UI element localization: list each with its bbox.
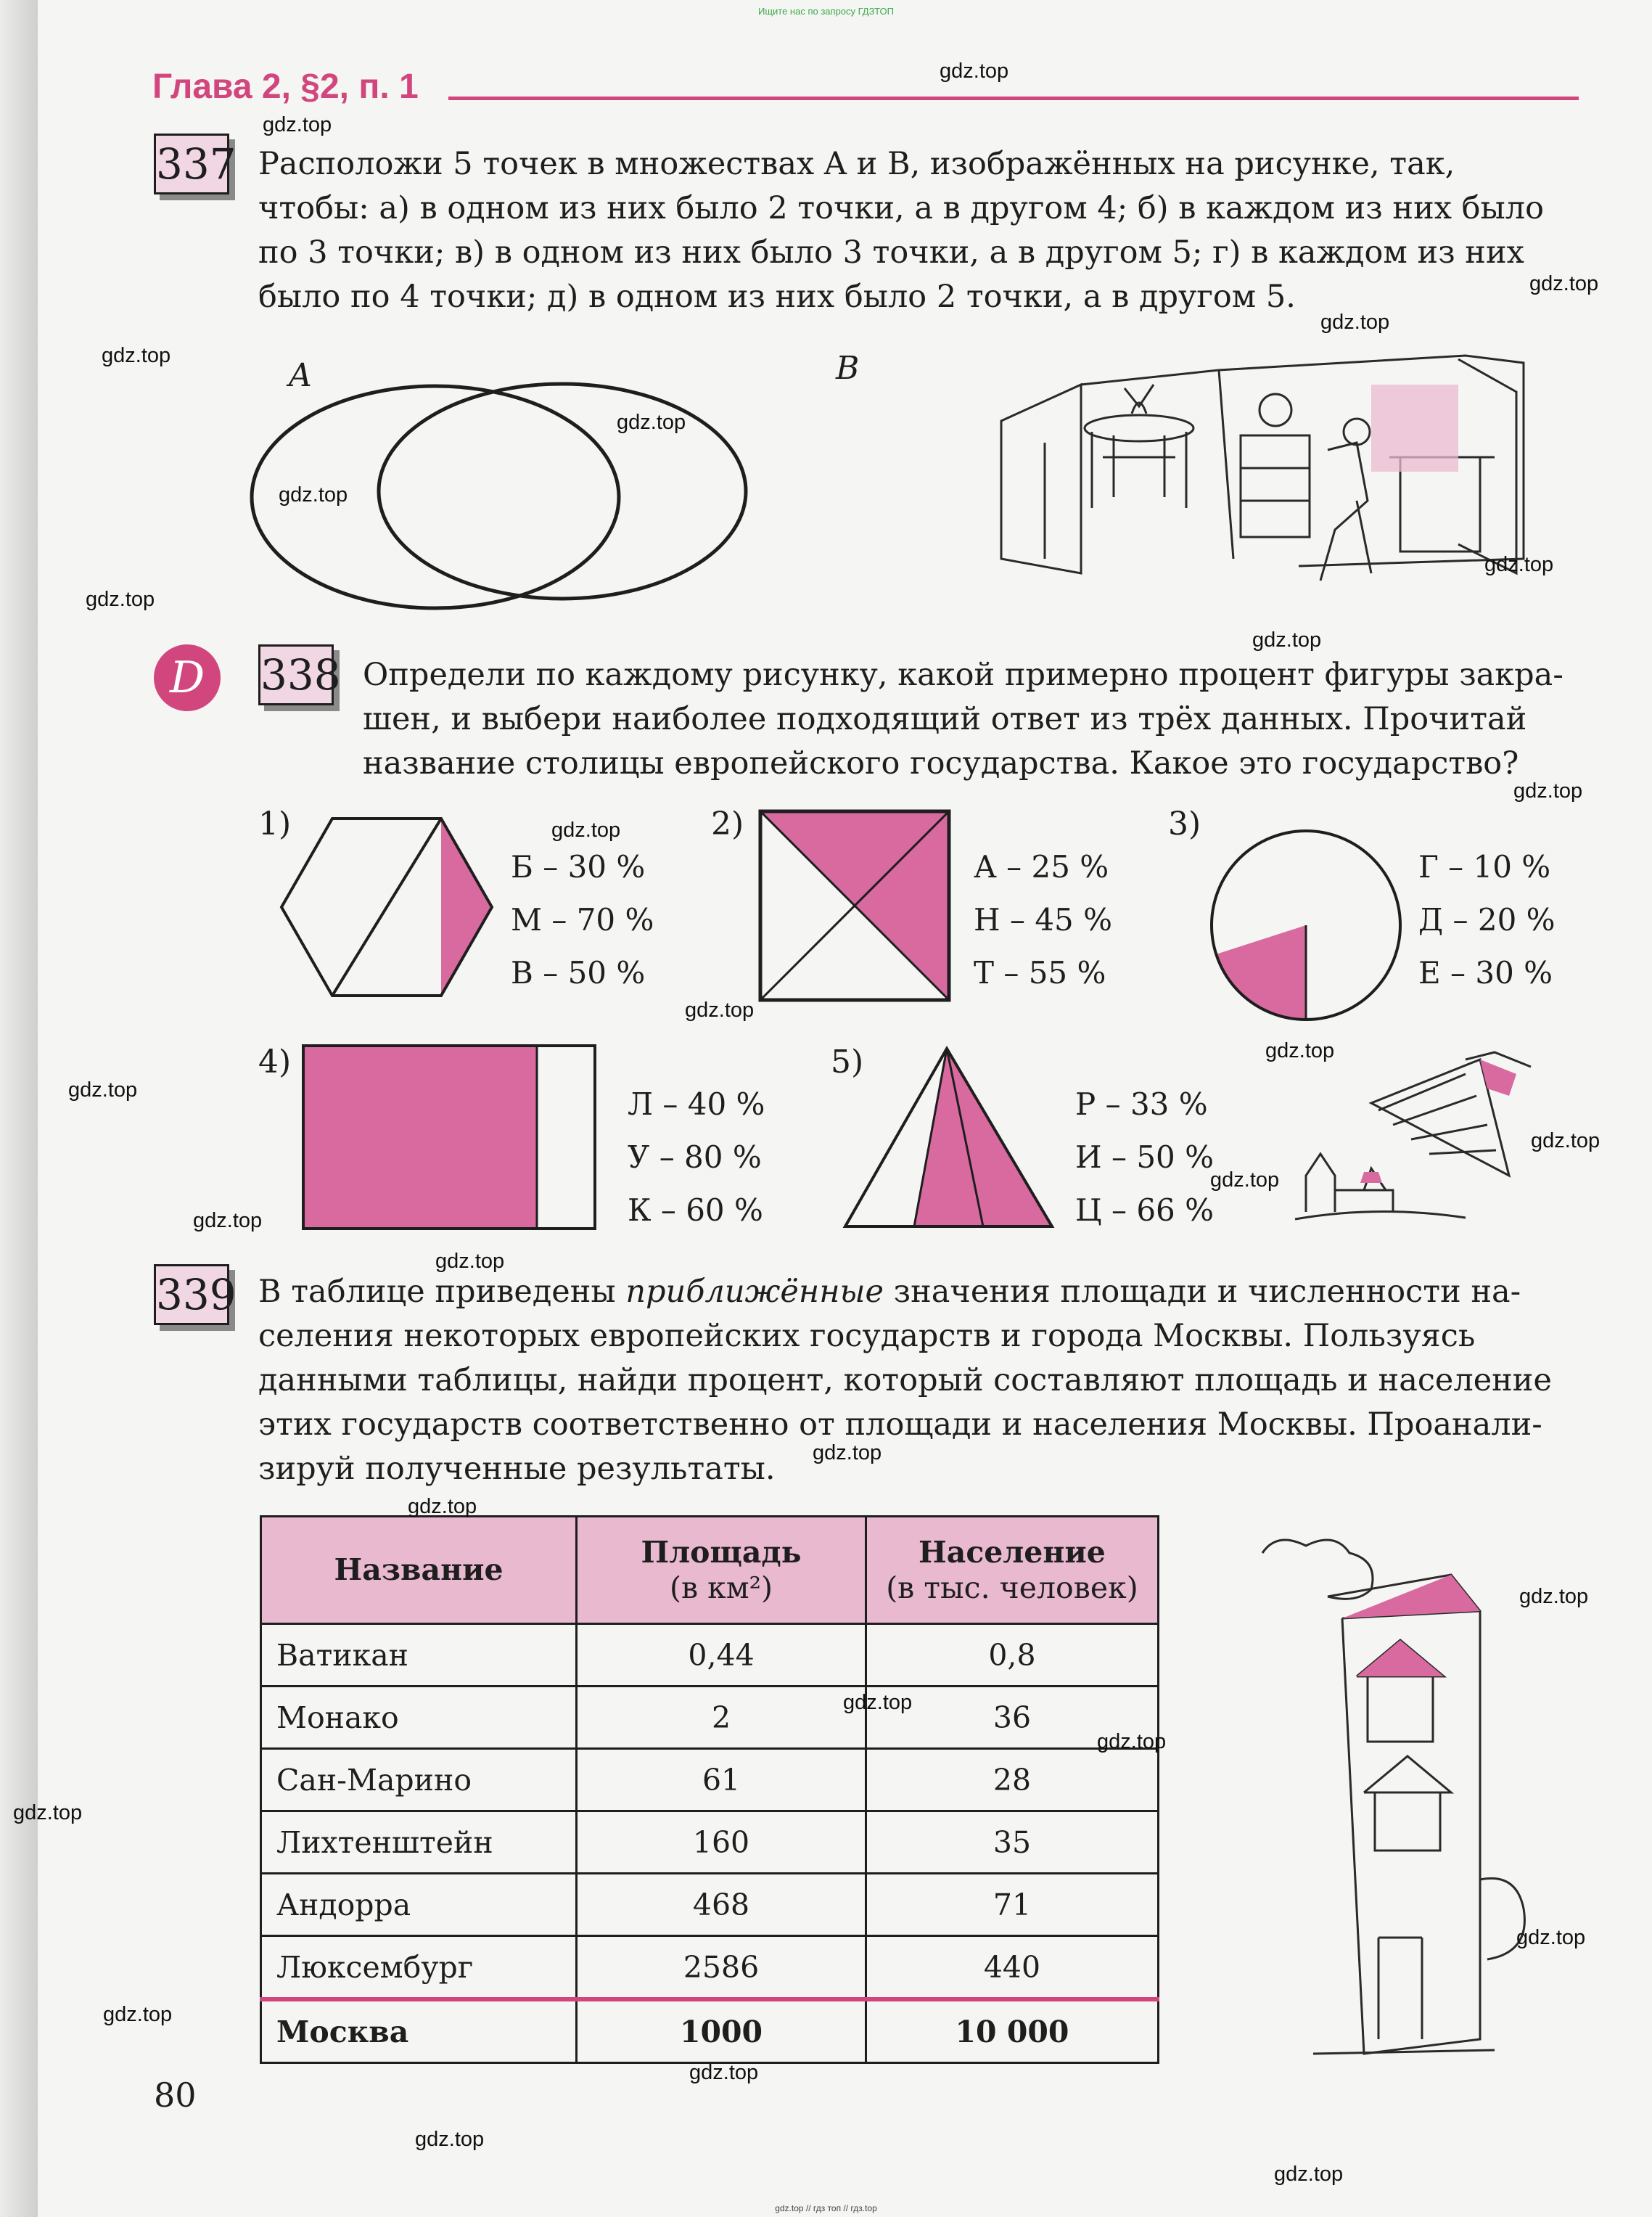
cell-name: Андорра (261, 1874, 577, 1936)
cell-population: 0,8 (866, 1624, 1158, 1687)
table-row (261, 1936, 1159, 2000)
table-row (261, 1811, 1159, 1874)
text-line: название столицы европейского государства. Какое это государство? (363, 745, 1519, 782)
figure-2-square (758, 809, 951, 1002)
problem-338-text (363, 653, 1576, 786)
answer-option: К – 60 % (628, 1192, 763, 1228)
bottom-note: gdz.top // гдз топ // гдз.top (775, 2203, 877, 2213)
pink-wall (1371, 385, 1458, 472)
problem-339-text (258, 1270, 1575, 1491)
cell-population: 36 (866, 1687, 1158, 1749)
answer-option: М – 70 % (511, 902, 654, 938)
page-number: 80 (154, 2075, 197, 2115)
answer-option: Л – 40 % (628, 1086, 765, 1122)
text-line: данными таблицы, найди процент, который составляют площадь и население (258, 1362, 1552, 1398)
figure-2-label: 2) (711, 806, 744, 843)
figure-1-hexagon (274, 811, 499, 1007)
emphasis-text: приближённые (625, 1274, 884, 1310)
cell-area: 1000 (577, 1999, 866, 2063)
watermark-text: gdz.top (1484, 553, 1554, 576)
text-span: значения площади и численности на- (884, 1274, 1521, 1310)
watermark-text: gdz.top (1265, 1039, 1335, 1062)
watermark-text: gdz.top (408, 1495, 477, 1518)
cell-population: 35 (866, 1811, 1158, 1874)
figure-5-options (1075, 1078, 1214, 1237)
text-line (258, 1270, 1575, 1314)
answer-option: Д – 20 % (1418, 902, 1556, 938)
table-row (261, 1624, 1159, 1687)
cell-area: 468 (577, 1874, 866, 1936)
cell-area: 0,44 (577, 1624, 866, 1687)
watermark-text: gdz.top (1320, 311, 1390, 334)
column-header-area (577, 1517, 866, 1624)
cell-area: 2 (577, 1687, 866, 1749)
watermark-text: gdz.top (435, 1250, 505, 1273)
watermark-text: gdz.top (689, 2061, 759, 2084)
text-line: было по 4 точки; д) в одном из них было 2 точки, а в другом 5. (258, 279, 1296, 315)
room-illustration (994, 341, 1538, 602)
watermark-text: gdz.top (1097, 1730, 1167, 1753)
table-header-row (261, 1517, 1159, 1624)
figure-1-options (511, 840, 654, 999)
watermark-text: gdz.top (813, 1441, 882, 1464)
answer-option: Е – 30 % (1418, 955, 1553, 991)
watermark-text: gdz.top (685, 999, 755, 1022)
cell-population: 440 (866, 1936, 1158, 2000)
text-line: Определи по каждому рисунку, какой примерно процент фигуры закра- (363, 657, 1563, 693)
header-unit: (в км²) (669, 1570, 773, 1605)
watermark-text: gdz.top (1513, 779, 1583, 803)
answer-option: А – 25 % (974, 849, 1109, 885)
cell-population: 71 (866, 1874, 1158, 1936)
watermark-text: gdz.top (279, 483, 348, 507)
data-table (260, 1515, 1159, 2064)
set-a-label: A (289, 357, 312, 394)
figure-3-label: 3) (1168, 806, 1201, 843)
cell-area: 160 (577, 1811, 866, 1874)
witch-castle-illustration (1291, 1045, 1553, 1234)
figure-5-triangle (842, 1045, 1059, 1230)
watermark-text: gdz.top (1210, 1168, 1280, 1192)
hexagon-shaded-part (441, 819, 492, 996)
watermark-text: gdz.top (263, 113, 332, 136)
problem-337-text (258, 142, 1575, 319)
cell-area: 61 (577, 1749, 866, 1811)
watermark-text: gdz.top (1519, 1585, 1589, 1608)
triangle-shaded-part (914, 1049, 1052, 1226)
watermark-text: gdz.top (1529, 272, 1599, 295)
answer-option: Г – 10 % (1418, 849, 1551, 885)
text-line: шен, и выбери наиболее подходящий ответ из трёх данных. Прочитай (363, 701, 1527, 737)
d-icon: D (154, 644, 221, 711)
figure-4-options (628, 1078, 765, 1237)
watermark-text: gdz.top (1516, 1926, 1586, 1949)
tower-illustration (1233, 1531, 1538, 2068)
watermark-text: gdz.top (86, 588, 155, 611)
column-header-name: Название (261, 1517, 577, 1624)
watermark-text: gdz.top (103, 2003, 173, 2026)
chapter-rule (448, 97, 1579, 100)
header-unit: (в тыс. человек) (886, 1570, 1138, 1605)
watermark-text: gdz.top (1252, 628, 1322, 652)
cell-population: 28 (866, 1749, 1158, 1811)
cell-name: Люксембург (261, 1936, 577, 2000)
text-span: В таблице приведены (258, 1274, 626, 1310)
text-line: селения некоторых европейских государств и города Москвы. Пользуясь (258, 1318, 1476, 1354)
table-row (261, 1874, 1159, 1936)
problem-number-338: 338 (258, 644, 334, 705)
cell-name: Лихтенштейн (261, 1811, 577, 1874)
watermark-text: gdz.top (551, 819, 621, 842)
watermark-text: gdz.top (68, 1078, 138, 1102)
page-binding-shadow (0, 0, 38, 2217)
text-line: этих государств соответственно от площади и населения Москвы. Проанали- (258, 1406, 1542, 1443)
birdhouse-roof (1357, 1640, 1444, 1676)
header-text: Площадь (641, 1534, 802, 1570)
header-text: Население (919, 1534, 1106, 1570)
answer-option: Б – 30 % (511, 849, 646, 885)
answer-option: Р – 33 % (1075, 1086, 1208, 1122)
watermark-text: gdz.top (13, 1801, 83, 1824)
cell-name: Сан-Марино (261, 1749, 577, 1811)
answer-option: Т – 55 % (974, 955, 1106, 991)
figure-5-label: 5) (831, 1044, 864, 1081)
problem-number-339: 339 (154, 1264, 229, 1325)
figure-4-label: 4) (258, 1044, 292, 1081)
figure-3-options (1418, 840, 1556, 999)
set-b-label: B (836, 350, 860, 387)
answer-option: Ц – 66 % (1075, 1192, 1215, 1228)
figure-2-options (974, 840, 1112, 999)
cell-name: Монако (261, 1687, 577, 1749)
figure-3-circle (1204, 824, 1408, 1027)
watermark-text: gdz.top (1274, 2163, 1344, 2186)
table-row-moscow (261, 1999, 1159, 2063)
text-line: Расположи 5 точек в множествах A и B, изображённых на рисунке, так, (258, 146, 1455, 182)
watermark-text: gdz.top (102, 344, 171, 367)
text-line: чтобы: а) в одном из них было 2 точки, а в другом 4; б) в каждом из них было (258, 190, 1544, 226)
watermark-text: gdz.top (1531, 1129, 1600, 1152)
chapter-title: Глава 2, §2, п. 1 (152, 67, 419, 106)
cell-name: Москва (261, 1999, 577, 2063)
watermark-text: gdz.top (415, 2128, 485, 2151)
answer-option: И – 50 % (1075, 1139, 1215, 1175)
column-header-population (866, 1517, 1158, 1624)
cell-area: 2586 (577, 1936, 866, 2000)
answer-option: Н – 45 % (974, 902, 1113, 938)
watermark-text: gdz.top (193, 1209, 263, 1232)
problem-number-337: 337 (154, 134, 229, 194)
cell-name: Ватикан (261, 1624, 577, 1687)
witch-cloak (1480, 1060, 1516, 1096)
text-line: зируй полученные результаты. (258, 1451, 776, 1487)
figure-4-rectangle (301, 1044, 599, 1232)
cell-population: 10 000 (866, 1999, 1158, 2063)
text-line: по 3 точки; в) в одном из них было 3 точки, а в другом 5; г) в каждом из них (258, 234, 1524, 271)
watermark-text: gdz.top (940, 60, 1009, 83)
figure-1-label: 1) (258, 806, 292, 843)
castle-roof (1360, 1172, 1382, 1183)
watermark-text: gdz.top (843, 1691, 913, 1714)
circle-shaded-sector (1216, 925, 1306, 1020)
rectangle-shaded-part (303, 1046, 537, 1229)
table-row (261, 1749, 1159, 1811)
answer-option: У – 80 % (628, 1139, 762, 1175)
top-note: Ищите нас по запросу ГДЗТОП (757, 6, 894, 17)
table-row (261, 1687, 1159, 1749)
watermark-text: gdz.top (617, 411, 686, 434)
answer-option: В – 50 % (511, 955, 646, 991)
